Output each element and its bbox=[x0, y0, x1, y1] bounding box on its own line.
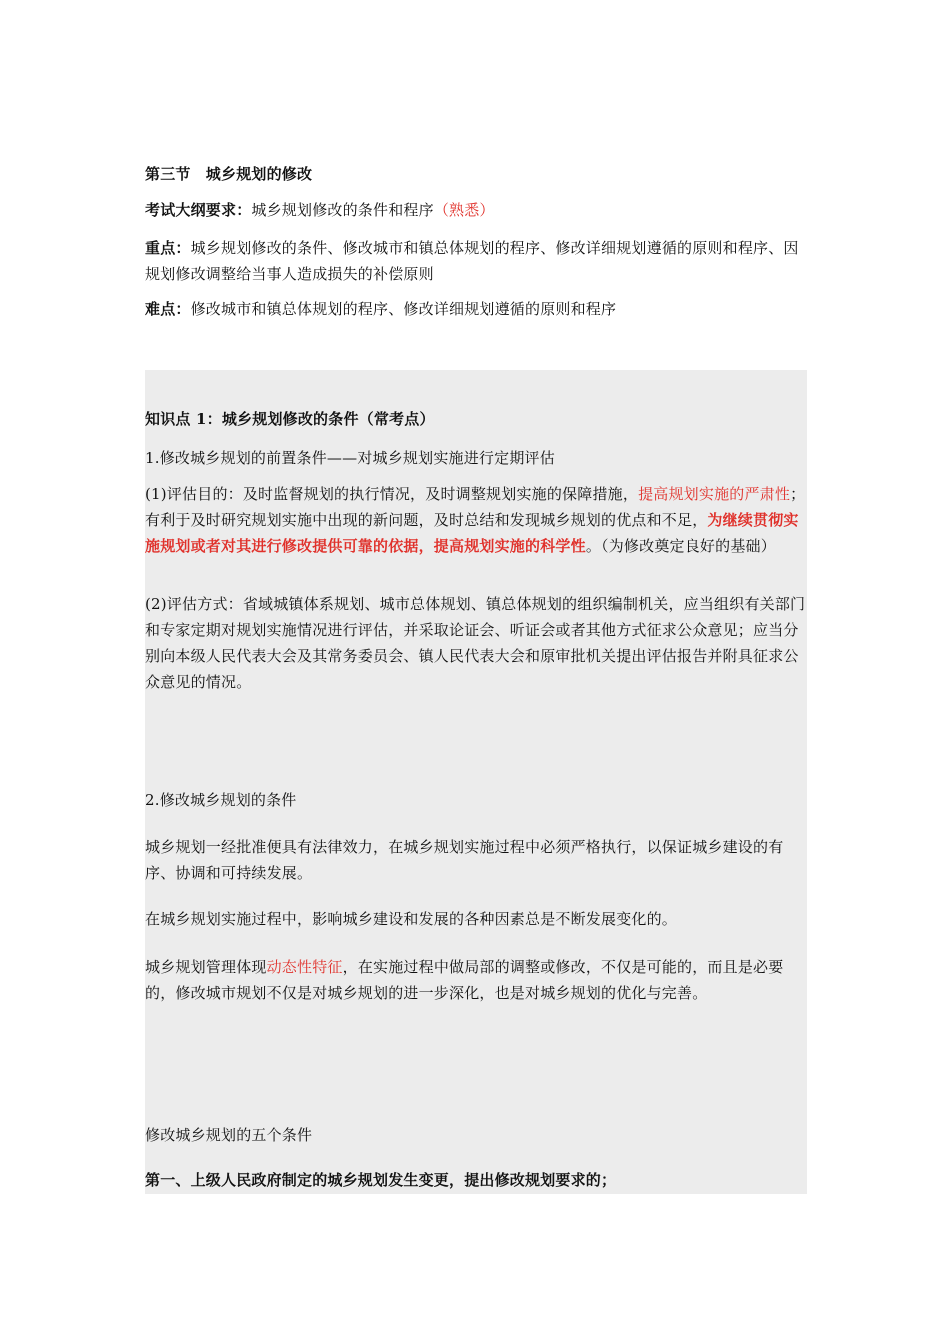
paragraph-dynamic bbox=[145, 954, 807, 1006]
difficult-label: 难点： bbox=[145, 300, 191, 318]
item2-title: 2.修改城乡规划的条件 bbox=[145, 791, 297, 809]
evaluation-purpose bbox=[145, 481, 807, 559]
five-conditions-title: 修改城乡规划的五个条件 bbox=[145, 1126, 313, 1144]
difficult-points bbox=[145, 296, 807, 322]
dynamic-text-2: ，在实施过程中做局部的调整或修改，不仅是可能的，而且是必要的，修改城市规划不仅是对城乡规划的进一步深化，也是对城乡规划的优化与完善。 bbox=[145, 958, 784, 1002]
key-label: 重点： bbox=[145, 239, 191, 257]
section-title: 第三节 城乡规划的修改 bbox=[145, 165, 313, 183]
key-text: 城乡规划修改的条件、修改城市和镇总体规划的程序、修改详细规划遵循的原则和程序、因规划修改调整给当事人造成损失的补偿原则 bbox=[145, 239, 799, 283]
outline-note: （熟悉） bbox=[433, 201, 495, 219]
purpose-text-3: 。（为修改奠定良好的基础） bbox=[585, 537, 776, 555]
paragraph-legal-effect: 城乡规划一经批准便具有法律效力，在城乡规划实施过程中必须严格执行，以保证城乡建设的有序、协调和可持续发展。 bbox=[145, 838, 784, 882]
purpose-text-1: (1)评估目的：及时监督规划的执行情况，及时调整规划实施的保障措施， bbox=[145, 485, 639, 503]
difficult-text: 修改城市和镇总体规划的程序、修改详细规划遵循的原则和程序 bbox=[190, 300, 617, 318]
key-points bbox=[145, 235, 807, 287]
purpose-text-2: ；有利于及时研究规划实施中出现的新问题，及时总结和发现城乡规划的优点和不足， bbox=[145, 485, 806, 529]
knowledge-point-title: 知识点 1：城乡规划修改的条件（常考点） bbox=[145, 410, 435, 428]
dynamic-text-1: 城乡规划管理体现 bbox=[145, 958, 267, 976]
outline-label: 考试大纲要求： bbox=[145, 201, 252, 219]
purpose-highlight-2: 为继续贯彻实施规划或者对其进行修改提供可靠的依据，提高规划实施的科学性 bbox=[145, 511, 799, 555]
purpose-highlight-1: 提高规划实施的严肃性 bbox=[638, 485, 791, 503]
dynamic-highlight: 动态性特征 bbox=[266, 958, 343, 976]
condition-1: 第一、上级人民政府制定的城乡规划发生变更，提出修改规划要求的； bbox=[145, 1171, 617, 1189]
outline-requirement bbox=[145, 197, 807, 223]
paragraph-factors: 在城乡规划实施过程中，影响城乡建设和发展的各种因素总是不断发展变化的。 bbox=[145, 910, 678, 928]
evaluation-method: (2)评估方式：省域城镇体系规划、城市总体规划、镇总体规划的组织编制机关，应当组织有关部门和专家定期对规划实施情况进行评估，并采取论证会、听证会或者其他方式征求公众意见；应当分别向本级人民代表大会及其常务委员会、镇人民代表大会和原审批机关提出评估报告并附具征求公众意见的情况。 bbox=[145, 595, 806, 691]
outline-text: 城乡规划修改的条件和程序 bbox=[251, 201, 434, 219]
item1-title: 1.修改城乡规划的前置条件——对城乡规划实施进行定期评估 bbox=[145, 449, 555, 467]
